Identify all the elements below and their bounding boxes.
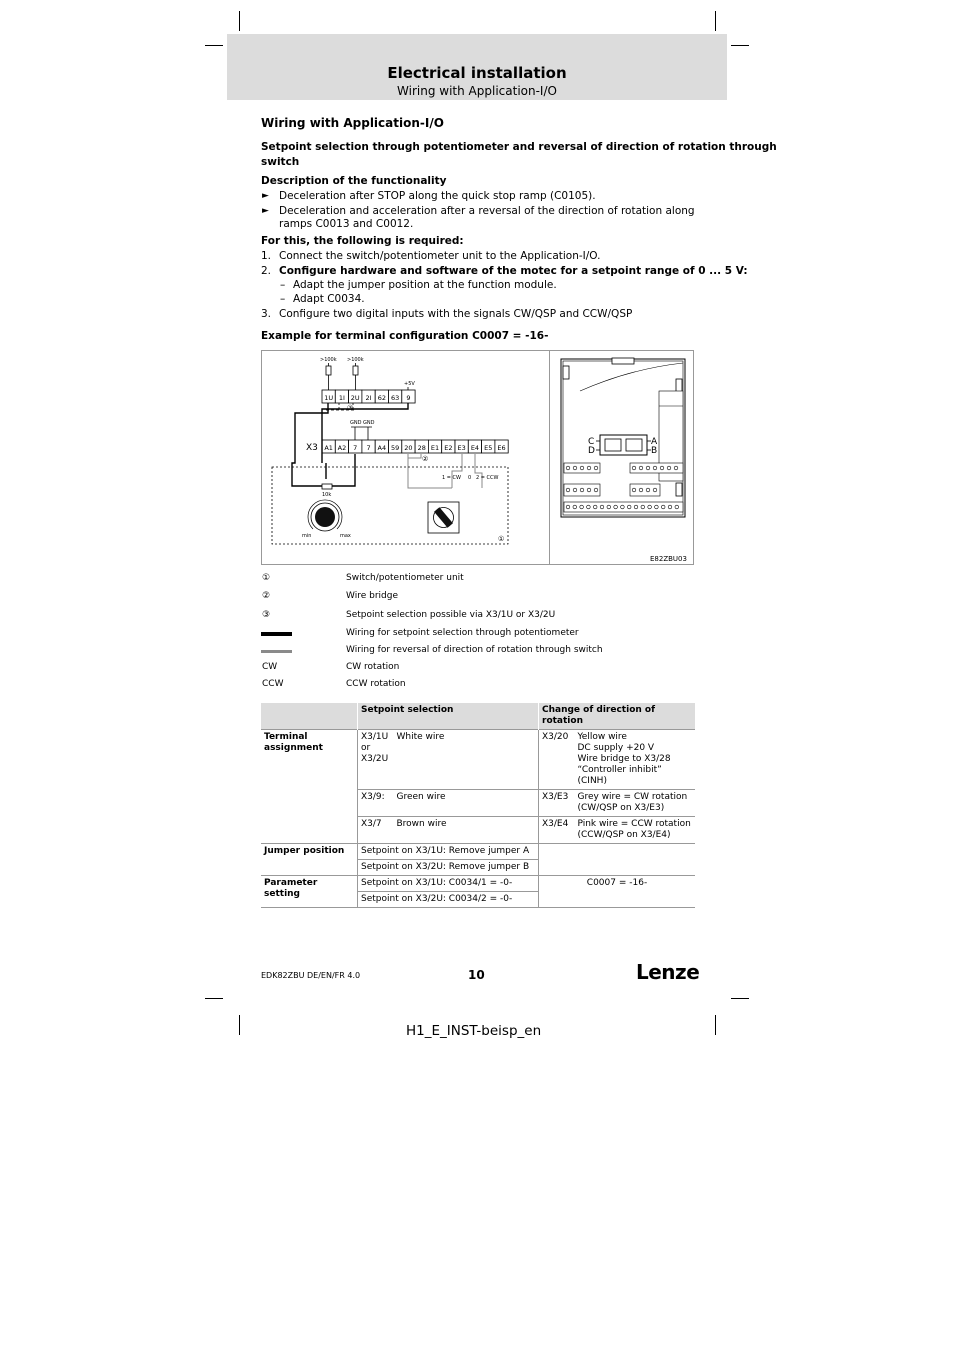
jumper-label-d: D [588, 446, 595, 456]
table-cell: Setpoint on X3/2U: Remove jumper B [358, 860, 539, 876]
wiring-diagram [262, 351, 548, 564]
terminal-dot [573, 466, 577, 470]
terminal-label: 2I [365, 394, 372, 402]
legend-text: Wiring for reversal of direction of rotation through switch [346, 645, 603, 655]
terminal-dot [573, 488, 577, 492]
ccw-label: 2 = CCW [476, 475, 499, 481]
crop-mark [715, 11, 716, 31]
terminal-label: 59 [391, 444, 400, 452]
terminal-dot [566, 505, 570, 509]
terminal-dot [594, 488, 598, 492]
terminal-dot [661, 505, 665, 509]
terminal-label: 62 [377, 394, 386, 402]
wire-desc: (CCW/QSP on X3/E4) [577, 830, 671, 840]
table-cell: X3/7 [358, 817, 394, 844]
terminal-dot [653, 488, 657, 492]
gnd-label: GND GND [350, 420, 375, 426]
terminal-dot [600, 505, 604, 509]
wire-desc: Wire bridge to X3/28 [577, 754, 671, 764]
terminal-label: 63 [391, 394, 400, 402]
crop-mark [205, 45, 223, 46]
example-heading: Example for terminal configuration C0007 = -16- [261, 330, 549, 342]
step-item: Configure hardware and software of the motec for a setpoint range of 0 ... 5 V: [279, 265, 748, 277]
terminal-label: 7 [366, 444, 371, 452]
terminal-label: 9 [406, 394, 411, 402]
terminal-dot [593, 505, 597, 509]
terminal-dot [627, 505, 631, 509]
legend-text: CCW rotation [346, 679, 406, 689]
terminal-dot [653, 466, 657, 470]
step-number: 1. [261, 250, 272, 262]
legend-text: Wire bridge [346, 591, 398, 601]
table-cell [575, 730, 696, 790]
substep-item: Adapt the jumper position at the function module. [293, 279, 557, 291]
bullet-item-cont: ramps C0013 and C0012. [279, 218, 414, 230]
terminal-dot [639, 466, 643, 470]
terminal-label: 1U [324, 394, 334, 402]
jumper-label-a: A [651, 437, 658, 447]
table-cell: X3/20 [539, 730, 575, 790]
legend-text: Setpoint selection possible via X3/1U or X3/2U [346, 610, 556, 620]
pot-max: max [340, 533, 351, 539]
table-cell: White wire [394, 730, 539, 790]
table-cell: X3/E3 [539, 790, 575, 817]
step-item: Configure two digital inputs with the signals CW/QSP and CCW/QSP [279, 308, 633, 320]
terminal-dot [674, 466, 678, 470]
bullet-arrow-icon: ► [262, 191, 269, 201]
jumper-label-b: B [651, 446, 658, 456]
step-number: 2. [261, 265, 272, 277]
legend-line-grey [261, 650, 292, 653]
wire-desc: Yellow wire [577, 732, 627, 742]
terminal-label: E6 [497, 444, 506, 452]
terminal-label: 2U [350, 394, 360, 402]
page-title: Electrical installation [387, 64, 567, 82]
marker-3: ③ [347, 404, 354, 412]
subsection-title-cont: switch [261, 156, 300, 168]
crop-mark [205, 998, 223, 999]
marker-1: ① [498, 535, 505, 543]
terminal-dot [668, 505, 672, 509]
table-cell [575, 790, 696, 817]
terminal-label: A2 [337, 444, 347, 452]
terminal-strip-bottom [322, 440, 508, 453]
terminal-dot [594, 466, 598, 470]
terminal-label: E1 [430, 444, 440, 452]
crop-mark [239, 1015, 240, 1035]
wire-desc: “Controller inhibit” (CINH) [577, 765, 662, 786]
terminal-dot [573, 505, 577, 509]
step-number: 3. [261, 308, 272, 320]
cw-label: 1 = CW [442, 475, 461, 481]
figure-code: E82ZBU03 [650, 555, 687, 563]
terminal-label: A4 [377, 444, 387, 452]
table-cell: X3/9: [358, 790, 394, 817]
terminal-label: E3 [457, 444, 466, 452]
table-cell [358, 730, 394, 790]
row-label: Parameter setting [261, 876, 358, 908]
terminal-dot [632, 488, 636, 492]
dash-mark: – [280, 293, 286, 305]
switch-zero: 0 [468, 475, 472, 481]
terminal-dot [614, 505, 618, 509]
terminal-dot [566, 466, 570, 470]
terminal-dot [587, 488, 591, 492]
table-cell-empty [539, 844, 696, 876]
marker-2: ② [422, 455, 429, 463]
required-heading: For this, the following is required: [261, 235, 464, 247]
description-heading: Description of the functionality [261, 175, 447, 187]
terminal-dot [646, 488, 650, 492]
terminal-strip-top [322, 390, 415, 403]
table-cell: Brown wire [396, 819, 447, 829]
legend-line-black [261, 632, 292, 636]
terminal-dot [587, 505, 591, 509]
bullet-item: Deceleration after STOP along the quick stop ramp (C0105). [279, 190, 596, 202]
terminal-dot [675, 505, 679, 509]
terminal-dot [621, 505, 625, 509]
legend-symbol: ③ [262, 610, 271, 620]
step-item: Connect the switch/potentiometer unit to the Application-I/O. [279, 250, 601, 262]
terminal-dot [566, 488, 570, 492]
legend-symbol: CW [262, 662, 278, 672]
table-corner [261, 703, 358, 730]
terminal-label: 28 [417, 444, 426, 452]
table-cell: Setpoint on X3/2U: C0034/2 = -0- [358, 892, 539, 908]
terminal-label: 1I [338, 394, 345, 402]
table-header: Setpoint selection [358, 703, 539, 730]
dash-mark: – [280, 279, 286, 291]
pot-value: 10k [322, 492, 332, 498]
substep-item: Adapt C0034. [293, 293, 365, 305]
terminal-label: 20 [404, 444, 413, 452]
wire-desc: Grey wire = CW rotation [577, 792, 688, 802]
terminal-label: E5 [484, 444, 493, 452]
terminal-dot [607, 505, 611, 509]
terminal-dot [580, 505, 584, 509]
document-code: EDK82ZBU DE/EN/FR 4.0 [261, 971, 361, 980]
legend-symbol: ① [262, 573, 271, 583]
bullet-arrow-icon: ► [262, 206, 269, 216]
table-cell: C0007 = -16- [539, 876, 696, 908]
terminal-dot [634, 505, 638, 509]
terminal-dot [641, 505, 645, 509]
row-label: Jumper position [261, 844, 358, 876]
legend-symbol: ② [262, 591, 271, 601]
row-label: Terminal assignment [261, 730, 358, 844]
page-number: 10 [468, 968, 485, 982]
crop-mark [731, 998, 749, 999]
table-cell: X3/E4 [539, 817, 575, 844]
wire-desc: Pink wire = CCW rotation [577, 819, 691, 829]
table-cell [575, 817, 696, 844]
pot-min: min [302, 533, 312, 539]
terminal-dot [580, 466, 584, 470]
terminal-dot [667, 466, 671, 470]
resistor-label: >100k [347, 357, 364, 363]
module-diagram [550, 351, 693, 564]
page-subtitle: Wiring with Application-I/O [397, 84, 557, 98]
terminal-dot [646, 466, 650, 470]
wire-desc: DC supply +20 V [577, 743, 655, 753]
table-cell: Setpoint on X3/1U: C0034/1 = -0- [358, 876, 539, 892]
legend-text: Wiring for setpoint selection through potentiometer [346, 628, 579, 638]
terminal: X3/2U [361, 754, 389, 764]
crop-mark [715, 1015, 716, 1035]
legend-text: Switch/potentiometer unit [346, 573, 464, 583]
terminal-label: A1 [324, 444, 333, 452]
table-cell: Green wire [394, 790, 539, 817]
assignment-table [261, 703, 695, 908]
file-identifier: H1_E_INST-beisp_en [406, 1023, 542, 1039]
terminal-label: E2 [444, 444, 453, 452]
section-title: Wiring with Application-I/O [261, 116, 444, 130]
lenze-logo: Lenze [636, 960, 700, 984]
terminal-or: or [361, 743, 371, 753]
terminal-label: E4 [470, 444, 480, 452]
crop-mark [731, 45, 749, 46]
bullet-item: Deceleration and acceleration after a reversal of the direction of rotation along [279, 205, 695, 217]
terminal-dot [632, 466, 636, 470]
terminal-dot [587, 466, 591, 470]
terminal-dot [660, 466, 664, 470]
terminal-dot [580, 488, 584, 492]
jumper-label-c: C [588, 437, 595, 447]
wire-desc: (CW/QSP on X3/E3) [577, 803, 665, 813]
terminal-dot [639, 488, 643, 492]
resistor-label: >100k [320, 357, 337, 363]
table-cell: Setpoint on X3/1U: Remove jumper A [358, 844, 539, 860]
terminal-dot [655, 505, 659, 509]
terminal-label: 7 [353, 444, 358, 452]
subsection-title: Setpoint selection through potentiometer and reversal of direction of rotation through [261, 141, 777, 153]
supply-label: +5V [404, 381, 415, 387]
legend-text: CW rotation [346, 662, 400, 672]
crop-mark [239, 11, 240, 31]
table-header: Change of direction of rotation [539, 703, 696, 730]
terminal-dot [648, 505, 652, 509]
terminal: X3/1U [361, 732, 389, 742]
x3-label: X3 [306, 443, 318, 453]
legend-symbol: CCW [262, 679, 284, 689]
